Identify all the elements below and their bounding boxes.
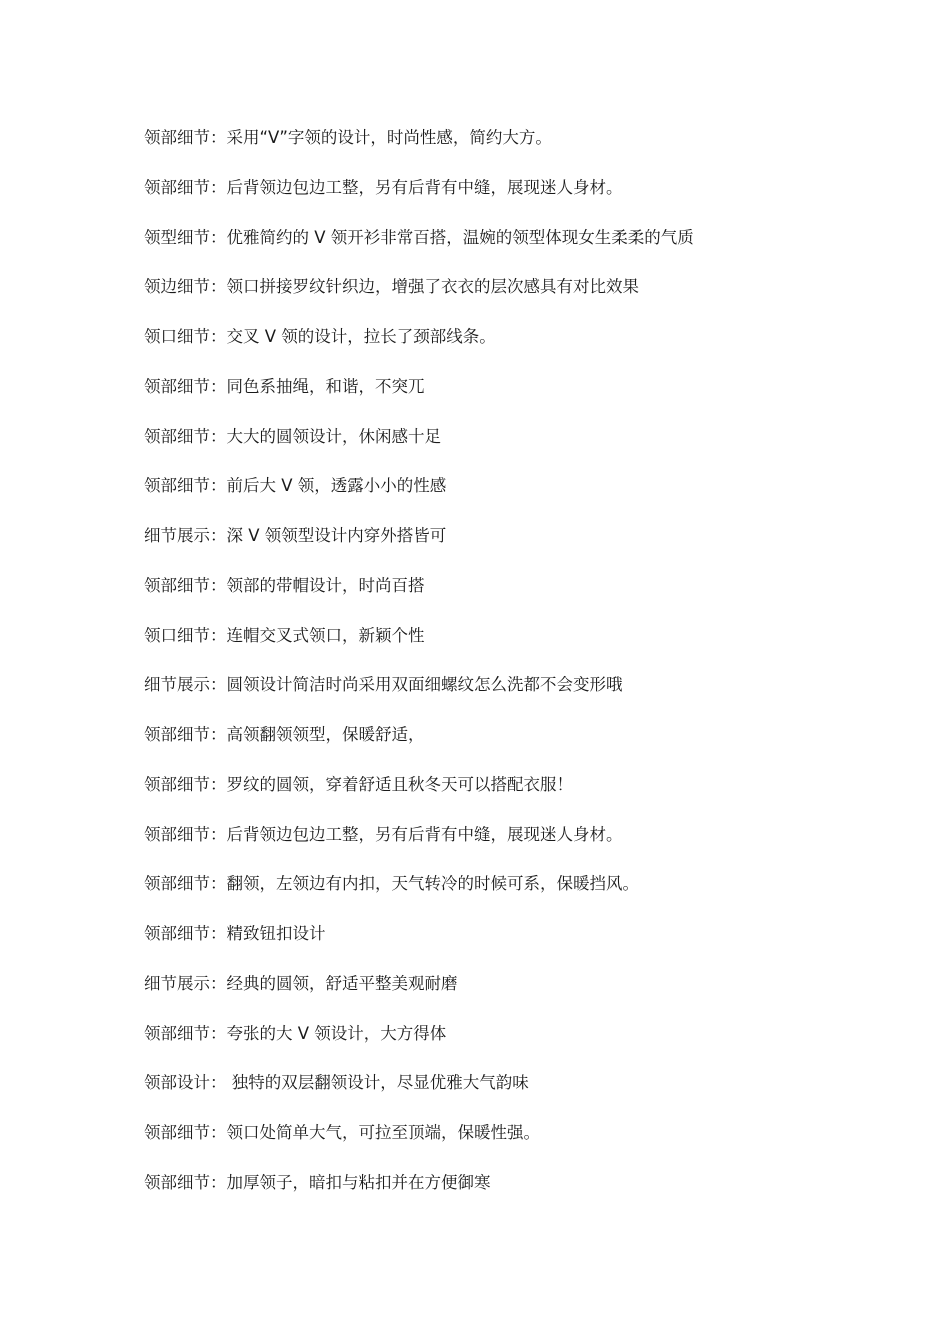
list-item: 领部细节：领口处简单大气，可拉至顶端，保暖性强。 bbox=[144, 1123, 540, 1142]
list-item: 领口细节：交叉 V 领的设计，拉长了颈部线条。 bbox=[144, 327, 496, 346]
list-item: 领部细节：高领翻领领型，保暖舒适， bbox=[144, 725, 425, 744]
list-item: 细节展示：圆领设计简洁时尚采用双面细螺纹怎么洗都不会变形哦 bbox=[144, 675, 623, 695]
list-item: 领部设计： 独特的双层翻领设计，尽显优雅大气韵味 bbox=[144, 1073, 529, 1093]
list-item: 领部细节：后背领边包边工整，另有后背有中缝，展现迷人身材。 bbox=[144, 824, 623, 844]
list-item: 领部细节：加厚领子，暗扣与粘扣并在方便御寒 bbox=[144, 1172, 491, 1192]
list-item: 领部细节：领部的带帽设计，时尚百搭 bbox=[144, 575, 425, 595]
collar-detail-list bbox=[144, 125, 694, 1220]
list-item: 细节展示：深 V 领领型设计内穿外搭皆可 bbox=[144, 526, 447, 545]
list-item: 领口细节：连帽交叉式领口，新颖个性 bbox=[144, 625, 425, 645]
list-item: 领部细节：前后大 V 领，透露小小的性感 bbox=[144, 476, 447, 496]
list-item: 领部细节：采用“V”字领的设计，时尚性感，简约大方。 bbox=[144, 128, 552, 147]
list-item: 领部细节：大大的圆领设计，休闲感十足 bbox=[144, 426, 441, 446]
list-item: 领部细节：精致钮扣设计 bbox=[144, 924, 326, 943]
list-item: 领部细节：同色系抽绳，和谐，不突兀 bbox=[144, 376, 425, 396]
list-item: 领部细节：夸张的大 V 领设计，大方得体 bbox=[144, 1023, 447, 1043]
list-item: 细节展示：经典的圆领，舒适平整美观耐磨 bbox=[144, 973, 458, 993]
list-item: 领部细节：罗纹的圆领，穿着舒适且秋冬天可以搭配衣服！ bbox=[144, 774, 573, 794]
list-item: 领部细节：翻领，左领边有内扣，天气转冷的时候可系，保暖挡风。 bbox=[144, 874, 639, 894]
list-item: 领型细节：优雅简约的 V 领开衫非常百搭，温婉的领型体现女生柔柔的气质 bbox=[144, 227, 694, 247]
list-item: 领部细节：后背领边包边工整，另有后背有中缝，展现迷人身材。 bbox=[144, 177, 623, 197]
list-item: 领边细节：领口拼接罗纹针织边，增强了衣衣的层次感具有对比效果 bbox=[144, 277, 639, 297]
